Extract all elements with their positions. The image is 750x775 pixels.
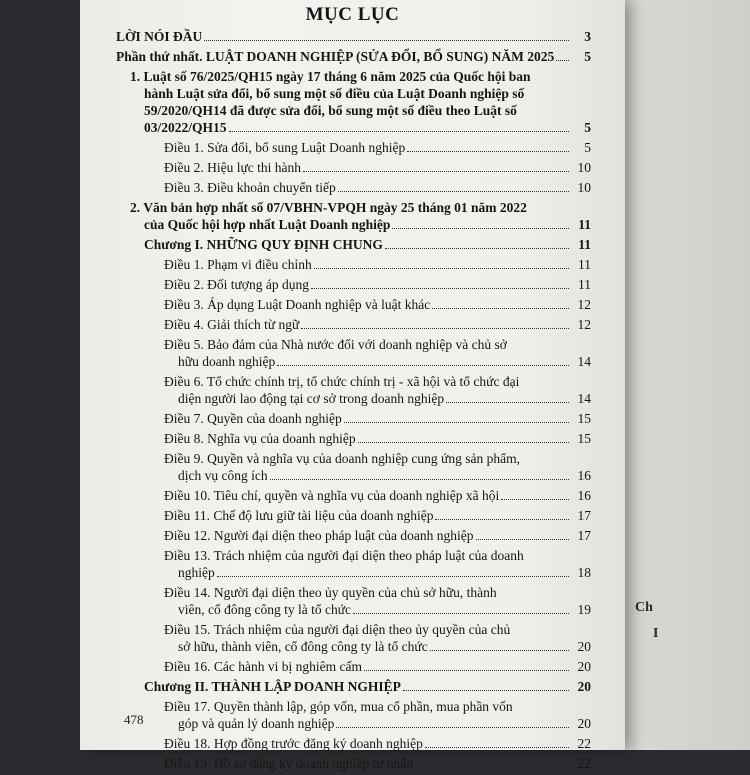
toc-entry: Điều 2. Hiệu lực thi hành 10 xyxy=(164,160,591,175)
toc-entry: Điều 13. Trách nhiệm của người đại diện theo pháp luật của doanh nghiệp 18 xyxy=(164,548,591,580)
toc-entry: Điều 5. Bảo đảm của Nhà nước đối với doanh nghiệp và chủ sở hữu doanh nghiệp 14 xyxy=(164,337,591,369)
toc-entry: Điều 9. Quyền và nghĩa vụ của doanh nghiệp cung ứng sản phẩm, dịch vụ công ích 16 xyxy=(164,451,591,483)
toc-entry-chapter-2: Chương II. THÀNH LẬP DOANH NGHIỆP 20 xyxy=(144,679,591,694)
toc-entry: Điều 16. Các hành vi bị nghiêm cấm 20 xyxy=(164,659,591,674)
toc-entry: Điều 1. Sửa đổi, bổ sung Luật Doanh nghiệp 5 xyxy=(164,140,591,155)
toc-entry: Điều 18. Hợp đồng trước đăng ký doanh nghiệp 22 xyxy=(164,736,591,751)
toc-entry: Điều 3. Điều khoản chuyển tiếp 10 xyxy=(164,180,591,195)
page-title: MỤC LỤC xyxy=(305,4,400,25)
toc-entry: Điều 19. Hồ sơ đăng ký doanh nghiệp tư nhân 22 xyxy=(164,756,591,771)
toc-entry: Điều 11. Chế độ lưu giữ tài liệu của doanh nghiệp 17 xyxy=(164,508,591,523)
toc-entry: Điều 4. Giải thích từ ngữ 12 xyxy=(164,317,591,332)
toc-entry: Điều 6. Tổ chức chính trị, tổ chức chính trị - xã hội và tổ chức đại diện người lao động tại cơ sở trong doanh nghiệp 14 xyxy=(164,374,591,406)
toc-entry: Điều 15. Trách nhiệm của người đại diện theo ủy quyền của chủ sở hữu, thành viên, cổ đông công ty là tổ chức 20 xyxy=(164,622,591,654)
table-of-contents xyxy=(116,28,591,775)
toc-entry-chapter-1: Chương I. NHỮNG QUY ĐỊNH CHUNG 11 xyxy=(144,237,591,252)
toc-entry-preface: LỜI NÓI ĐẦU 3 xyxy=(116,29,591,44)
book-page xyxy=(80,0,625,771)
toc-entry: Điều 3. Áp dụng Luật Doanh nghiệp và luật khác 12 xyxy=(164,297,591,312)
toc-entry: Điều 1. Phạm vi điều chỉnh 11 xyxy=(164,257,591,272)
toc-entry: Điều 2. Đối tượng áp dụng 11 xyxy=(164,277,591,292)
adjacent-page-fragment: I xyxy=(653,626,659,641)
toc-entry: Điều 12. Người đại diện theo pháp luật của doanh nghiệp 17 xyxy=(164,528,591,543)
toc-entry: Điều 8. Nghĩa vụ của doanh nghiệp 15 xyxy=(164,431,591,446)
toc-entry: Điều 17. Quyền thành lập, góp vốn, mua cổ phần, mua phần vốn góp và quản lý doanh nghiệp 20 xyxy=(164,699,591,731)
toc-entry: Điều 7. Quyền của doanh nghiệp 15 xyxy=(164,411,591,426)
adjacent-page-fragment: Ch xyxy=(635,600,653,615)
toc-entry-law-76: 1. Luật số 76/2025/QH15 ngày 17 tháng 6 năm 2025 của Quốc hội ban hành Luật sửa đổi, bổ sung một số điều của Luật Doanh nghiệp số 59/2020/QH14 đã được sửa đổi, bổ sung một số điều theo Luật số 03/2022/QH15 5 xyxy=(130,69,591,135)
toc-entry-part-one: Phần thứ nhất. LUẬT DOANH NGHIỆP (SỬA ĐỔI, BỔ SUNG) NĂM 2025 5 xyxy=(116,49,591,64)
page-number: 478 xyxy=(124,712,144,727)
toc-entry-consolidated-text: 2. Văn bản hợp nhất số 07/VBHN-VPQH ngày 25 tháng 01 năm 2022 của Quốc hội hợp nhất Luật Doanh nghiệp 11 xyxy=(130,200,591,232)
toc-entry: Điều 14. Người đại diện theo ủy quyền của chủ sở hữu, thành viên, cổ đông công ty là tổ chức 19 xyxy=(164,585,591,617)
toc-entry: Điều 10. Tiêu chí, quyền và nghĩa vụ của doanh nghiệp xã hội 16 xyxy=(164,488,591,503)
